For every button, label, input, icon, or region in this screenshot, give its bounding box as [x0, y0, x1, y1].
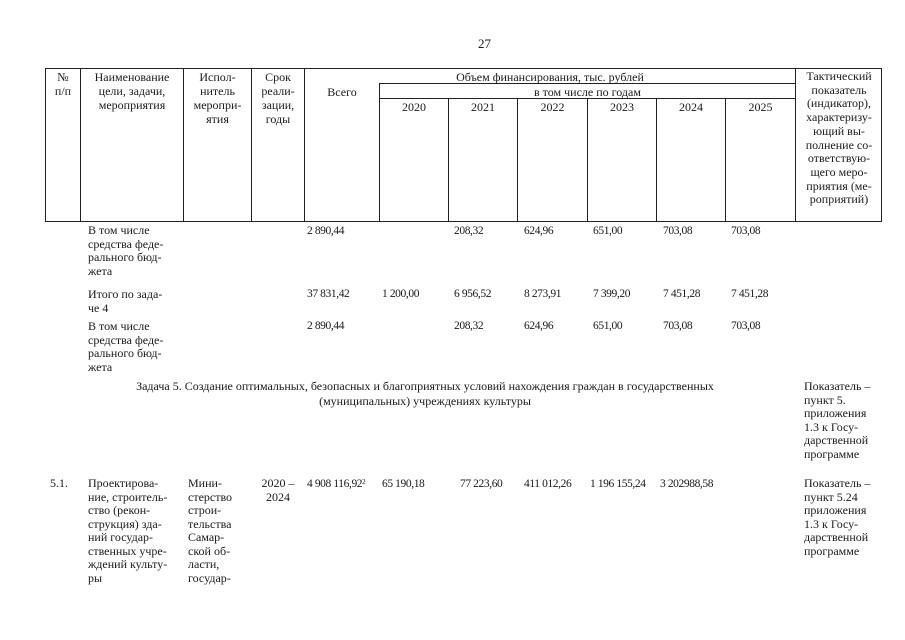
row-number: 5.1.	[50, 476, 68, 490]
row-2025: 703,08	[731, 225, 761, 237]
row-2021: 208,32	[454, 225, 484, 237]
row-2023: 651,00	[593, 225, 623, 237]
row-2025: 703,08	[731, 320, 761, 332]
row-2022: 624,96	[524, 225, 554, 237]
row-2024: 7 451,28	[663, 288, 701, 300]
row-2023: 7 399,20	[593, 288, 631, 300]
header-by-year: в том числе по годам	[534, 85, 641, 99]
row-2021: 77 223,60	[460, 478, 503, 490]
row-2023: 651,00	[593, 320, 623, 332]
row-2025: 7 451,28	[731, 288, 769, 300]
row-total: 37 831,42	[307, 288, 350, 300]
row-2021: 208,32	[454, 320, 484, 332]
header-funding: Объем финансирования, тыс. рублей	[456, 70, 644, 84]
header-name: Наименование цели, задачи, мероприятия	[94, 70, 170, 112]
header-year-2025: 2025	[748, 100, 773, 114]
task-5-title-line1: Задача 5. Создание оптимальных, безопасных и благоприятных условий нахождения граждан в государственных	[136, 379, 714, 393]
header-total: Всего	[327, 85, 357, 99]
row-2022: 8 273,91	[524, 288, 562, 300]
row-indicator: Показатель – пункт 5.24 приложения 1.3 к Госу- дарственной программе	[804, 476, 871, 558]
page-number: 27	[478, 36, 491, 51]
header-year-2023: 2023	[610, 100, 634, 114]
row-2020: 65 190,18	[382, 478, 425, 490]
row-name: Итого по зада- че 4	[88, 287, 163, 315]
header-executor: Испол- нитель меропри- ятия	[193, 70, 242, 126]
header-year-2022: 2022	[540, 100, 565, 114]
row-total: 2 890,44	[307, 225, 345, 237]
row-2023: 1 196 155,24	[590, 478, 646, 490]
row-total-value: 4 908 116,92	[307, 478, 363, 490]
row-executor: Мини- стерство строи- тельства Самар- ской об- ласти, государ-	[188, 476, 233, 585]
task-5-title-line2: (муниципальных) учреждениях культуры	[319, 394, 531, 408]
row-2020: 1 200,00	[382, 288, 420, 300]
header-term: Срок реали- зации, годы	[261, 70, 295, 126]
row-name: В том числе средства феде- рального бюд- жета	[88, 223, 164, 278]
row-name: В том числе средства феде- рального бюд- жета	[88, 319, 164, 374]
row-2022: 624,96	[524, 320, 554, 332]
row-2024: 3 202988,58	[660, 478, 714, 490]
header-year-2020: 2020	[402, 100, 426, 114]
row-2024: 703,08	[663, 225, 693, 237]
task-5-indicator: Показатель – пункт 5. приложения 1.3 к Госу- дарственной программе	[804, 379, 871, 461]
row-2022: 411 012,26	[524, 478, 572, 490]
header-year-2024: 2024	[679, 100, 703, 114]
row-term: 2020 – 2024	[261, 476, 295, 504]
row-name: Проектирова- ние, строитель- ство (рекон- струкция) зда- ний государ- ственных учре- ждений культу- ры	[88, 476, 168, 585]
footnote-mark: 2	[362, 478, 366, 486]
header-no: № п/п	[54, 70, 72, 98]
header-indicator: Тактический показатель (индикатор), характеризу- ющий вы- полнение со- ответствую- щего меро- приятия (ме- роприятий)	[805, 69, 873, 207]
header-year-2021: 2021	[471, 100, 495, 114]
row-2021: 6 956,52	[454, 288, 492, 300]
row-total: 2 890,44	[307, 320, 345, 332]
row-total	[307, 478, 365, 491]
row-2024: 703,08	[663, 320, 693, 332]
